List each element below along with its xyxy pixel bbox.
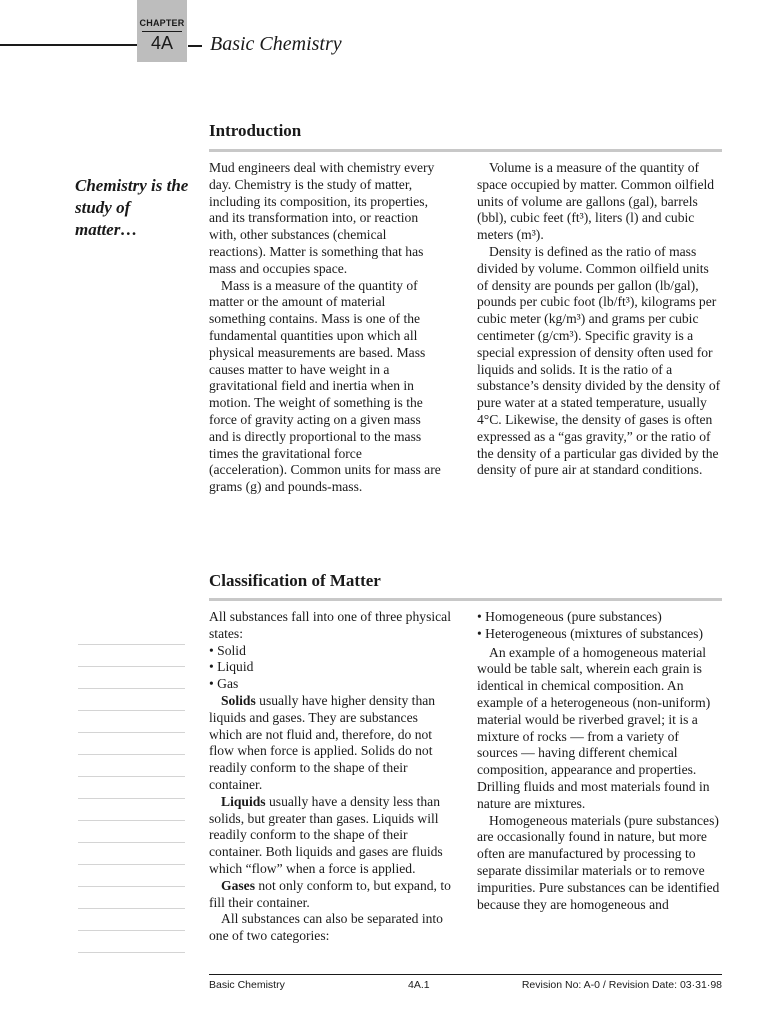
intro-heading-rule [209, 149, 722, 152]
note-line [78, 798, 185, 799]
state-item: • Liquid [209, 659, 254, 675]
solids-term: Solids [221, 692, 256, 708]
gases-paragraph [209, 878, 454, 912]
gases-text: not only conform to, but expand, to fill their container. [209, 877, 451, 910]
note-line [78, 688, 185, 689]
page-number: 4A.1 [408, 979, 430, 991]
solids-paragraph [209, 693, 454, 794]
note-line [78, 930, 185, 931]
header-rule-left [0, 44, 137, 46]
solids-text: usually have higher density than liquids and gases. They are substances which are not fluid and, therefore, do not flow when force is applied. Solids do not readily conform to the shape of their container. [209, 692, 436, 792]
classification-paragraph: An example of a homogeneous material would be table salt, wherein each grain is identical in chemical composition. An example of a heterogeneous (non-uniform) material would be riverbed gravel; it is a mixture of rocks — from a variety of sources — having different chemical composition, appearance and properties. Drilling fluids and most materials found in nature are mixtures. [477, 644, 711, 811]
category-item: • Homogeneous (pure substances) [477, 609, 662, 624]
intro-paragraph: Volume is a measure of the quantity of space occupied by matter. Common oilfield units of volume are gallons (gal), barrels (bbl), cubic feet (ft³), liters (l) and cubic meters (m³). [477, 160, 715, 243]
categories-intro: All substances can also be separated into one of two categories: [209, 911, 443, 944]
header-dash [188, 45, 202, 47]
classification-heading: Classification of Matter [209, 571, 381, 590]
note-line [78, 864, 185, 865]
footer-section-title: Basic Chemistry [209, 979, 285, 991]
intro-heading: Introduction [209, 121, 302, 140]
state-item: • Solid [209, 642, 246, 658]
intro-paragraph: Mass is a measure of the quantity of matter or the amount of material something contains. Mass is one of the fundamental quantities upon which all physical measurements are based. Mass causes matter to have weight in a gravitational field and inertia when in motion. The weight of something is the force of gravity acting on a given mass and is directly proportional to the mass times the gravitational force (acceleration). Common units for mass are grams (g) and pounds-mass. [209, 277, 441, 495]
note-line [78, 776, 185, 777]
chapter-box [137, 0, 187, 62]
chapter-number: 4A [150, 33, 174, 53]
note-line [78, 952, 185, 953]
note-line [78, 886, 185, 887]
category-item: • Heterogeneous (mixtures of substances) [477, 625, 703, 641]
classification-heading-rule [209, 598, 722, 601]
intro-paragraph: Density is defined as the ratio of mass divided by volume. Common oilfield units of density are pounds per gallon (lb/gal), pounds per cubic foot (lb/ft³), kilograms per cubic meter (kg/m³) and grams per cubic centimeter (g/cm³). Specific gravity is a special expression of density often used for liquids and solids. It is the ratio of a substance’s density divided by the density of pure water at a stated temperature, usually 4°C. Likewise, the density of gases is often expressed as a “gas gravity,” or the ratio of the density of a particular gas divided by the density of pure air at standard conditions. [477, 243, 721, 478]
note-line [78, 820, 185, 821]
intro-left-column [209, 160, 441, 496]
revision-info: Revision No: A-0 / Revision Date: 03·31·98 [521, 979, 722, 991]
note-line [78, 732, 185, 733]
footer-rule [209, 974, 722, 975]
intro-right-column [477, 160, 722, 479]
gases-term: Gases [221, 877, 255, 893]
note-line [78, 710, 185, 711]
chapter-divider [142, 31, 182, 32]
note-line [78, 644, 185, 645]
liquids-paragraph [209, 794, 454, 878]
chapter-label: CHAPTER [139, 18, 185, 28]
note-line [78, 666, 185, 667]
note-line [78, 908, 185, 909]
liquids-term: Liquids [221, 793, 266, 809]
note-line [78, 754, 185, 755]
note-line [78, 842, 185, 843]
page-title: Basic Chemistry [210, 33, 342, 55]
margin-quote: Chemistry is the study of matter… [75, 176, 189, 239]
states-intro: All substances fall into one of three physical states: [209, 609, 451, 641]
state-item: • Gas [209, 676, 239, 692]
liquids-text: usually have a density less than solids, but greater than gases. Liquids will readily conform to the shape of their container. Both liquids and gases are fluids which “flow” when a force is applied. [209, 793, 443, 876]
classification-right-column [477, 609, 722, 913]
intro-paragraph: Mud engineers deal with chemistry every day. Chemistry is the study of matter, including its composition, its properties, and its transformation into, or reaction with, other substances (chemical reactions). Matter is something that has mass and occupies space. [209, 160, 435, 276]
classification-paragraph: Homogeneous materials (pure substances) are occasionally found in nature, but more often are manufactured by processing to separate dissimilar materials or to remove impurities. Pure substances can be identified because they are homogeneous and [477, 812, 720, 912]
classification-left-column [209, 609, 454, 945]
